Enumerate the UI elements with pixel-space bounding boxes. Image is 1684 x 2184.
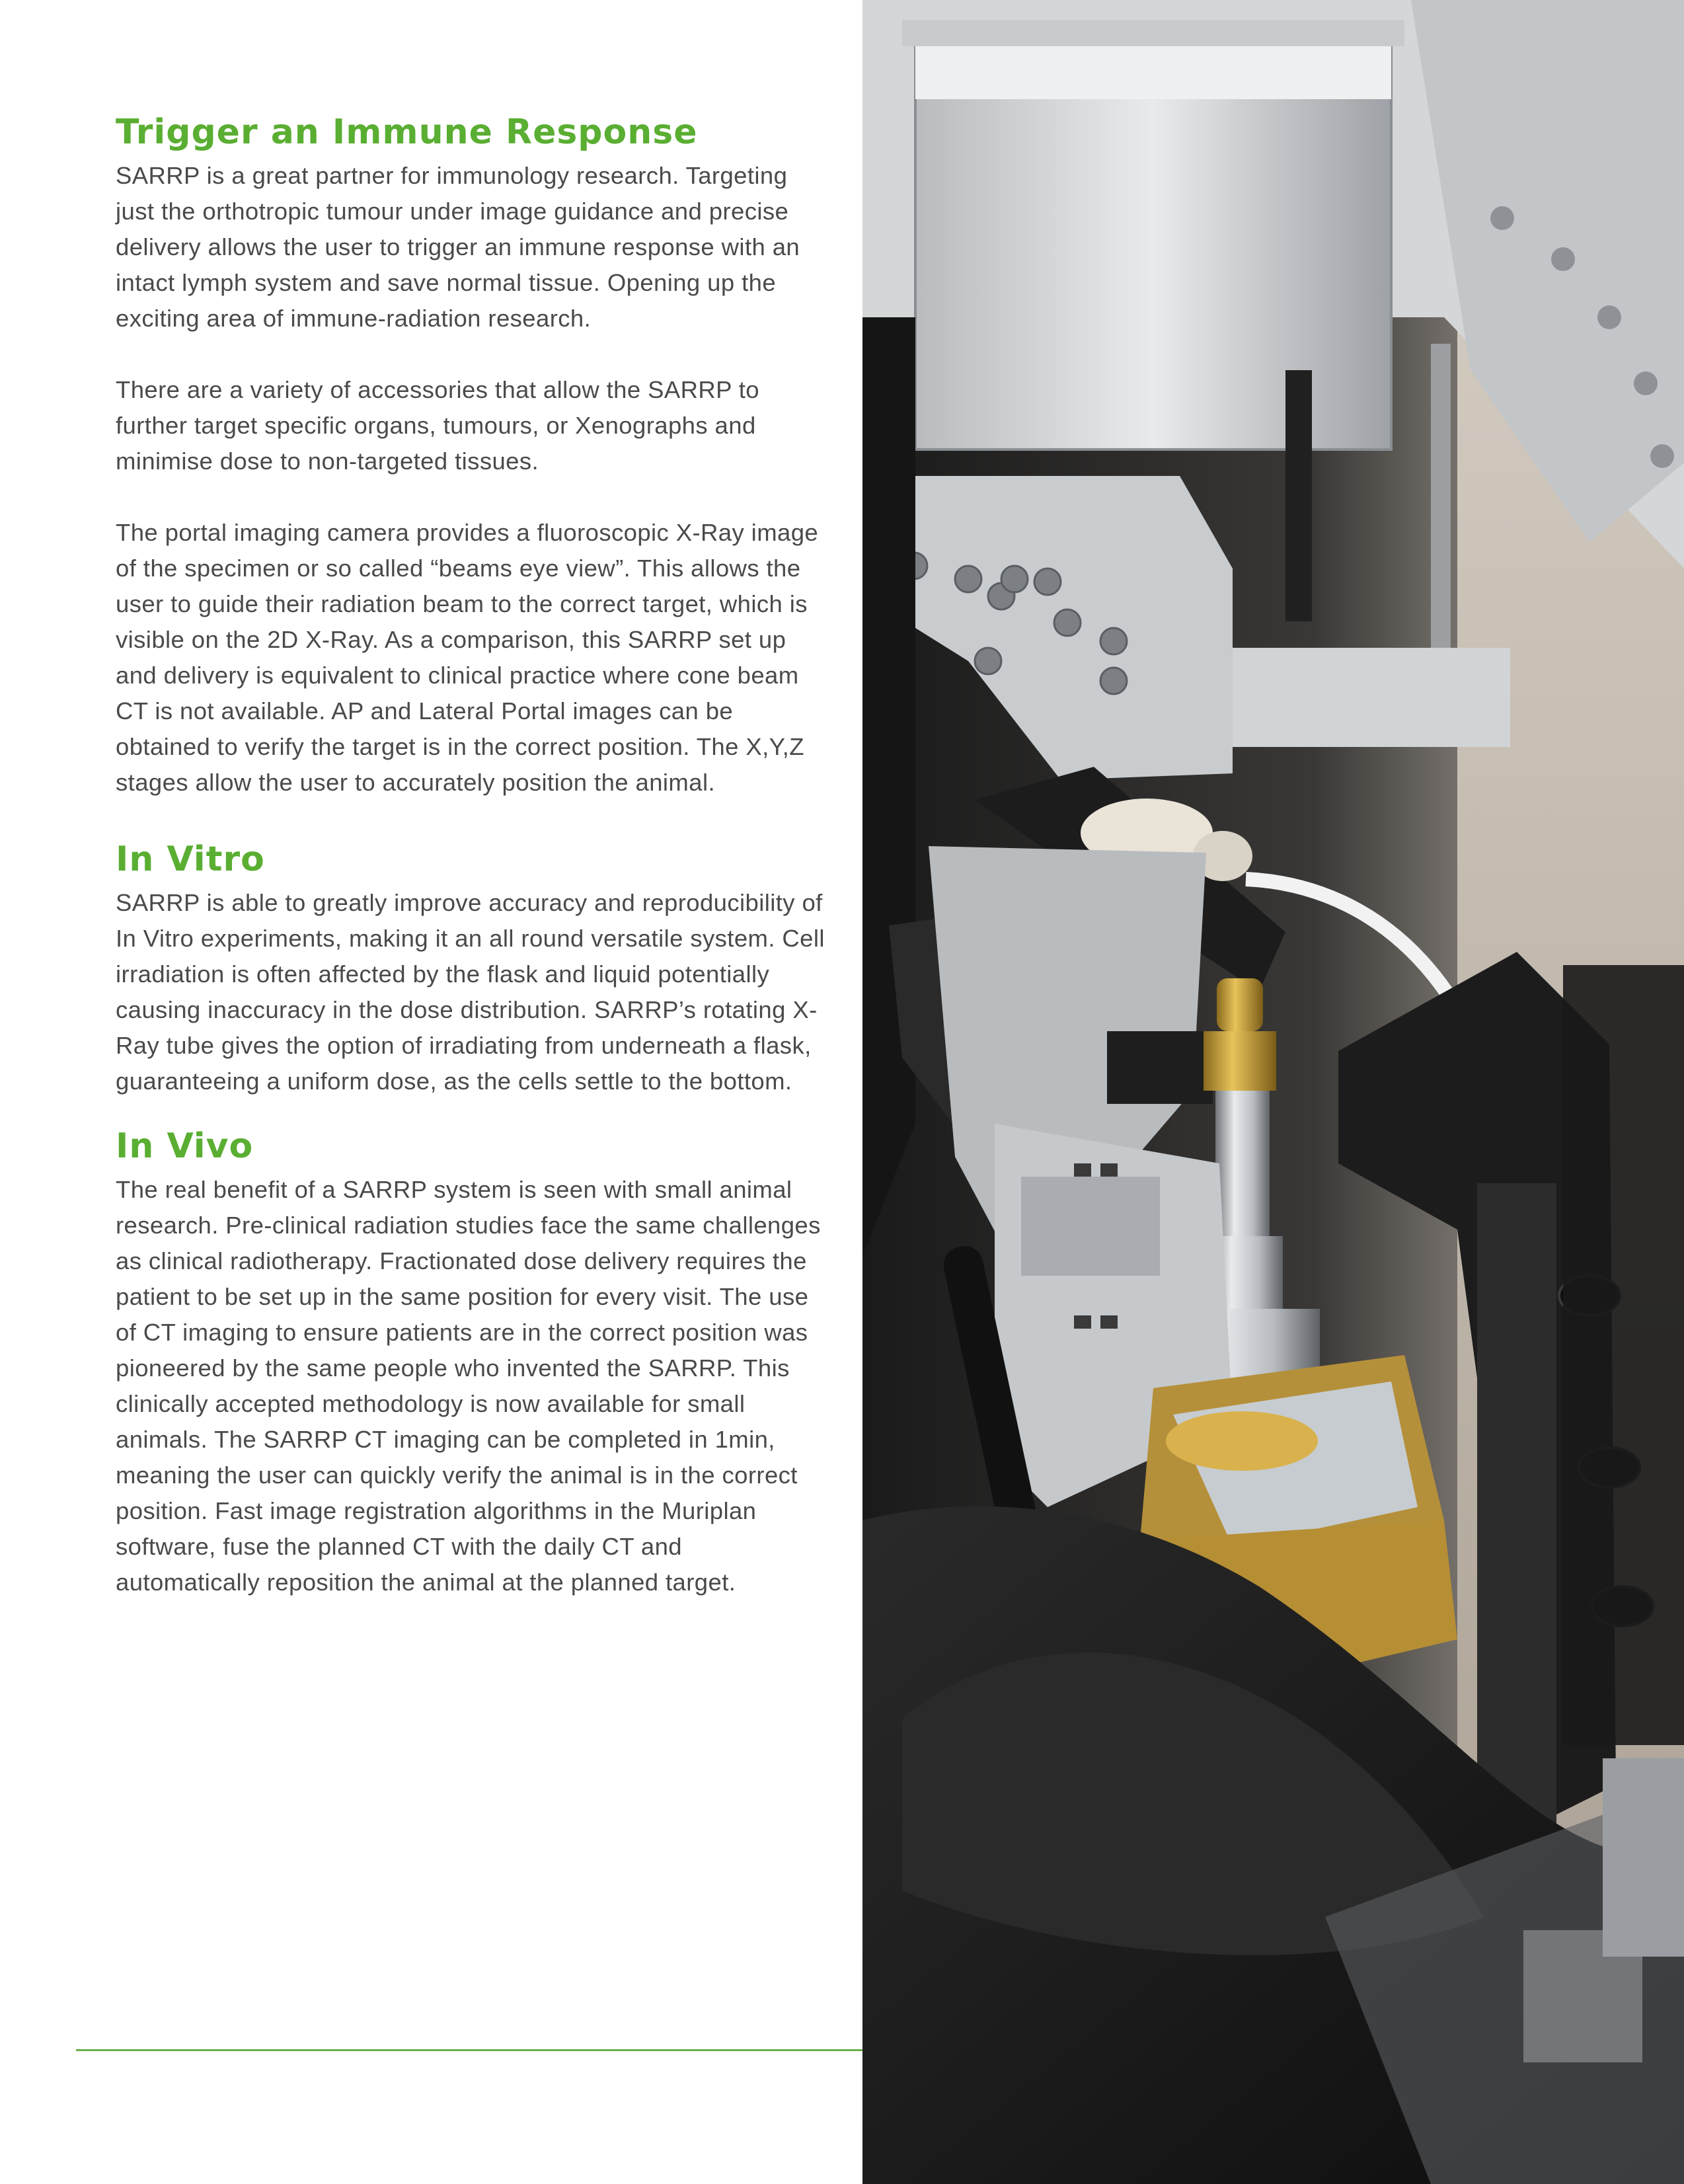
heading-immune-response: Trigger an Immune Response — [116, 112, 698, 152]
footer-divider — [76, 2049, 862, 2051]
sarrp-device-photo — [862, 0, 1684, 2184]
paragraph-accessories: There are a variety of accessories that allow the SARRP to further target specific organs, tumours, or Xenographs and minimise dose to non-targeted tissues. — [116, 376, 759, 475]
section-in-vitro — [116, 836, 829, 1099]
text-column — [116, 109, 829, 1624]
heading-in-vitro: In Vitro — [116, 839, 265, 879]
heading-in-vivo: In Vivo — [116, 1126, 254, 1166]
section-immune-response — [116, 109, 829, 800]
paragraph-in-vivo: The real benefit of a SARRP system is seen with small animal research. Pre-clinical radiation studies face the same challenges as clinical radiotherapy. Fractionated dose delivery requires the patient to be set up in the same position for every visit. The use of CT imaging to ensure patients are in the correct position was pioneered by the same people who invented the SARRP. This clinically accepted methodology is now available for small animals. The SARRP CT imaging can be completed in 1min, meaning the user can quickly verify the animal is in the correct position. Fast image registration algorithms in the Muriplan software, fuse the planned CT with the daily CT and automatically reposition the animal at the planned target. — [116, 1176, 821, 1596]
paragraph-in-vitro: SARRP is able to greatly improve accuracy and reproducibility of In Vitro experiments, making it an all round versatile system. Cell irradiation is often affected by the flask and liquid potentially causing inaccuracy in the dose distribution. SARRP’s rotating X-Ray tube gives the option of irradiating from underneath a flask, guaranteeing a uniform dose, as the cells settle to the bottom. — [116, 889, 825, 1095]
paragraph-portal-imaging: The portal imaging camera provides a fluoroscopic X-Ray image of the specimen or so called “beams eye view”. This allows the user to guide their radiation beam to the correct target, which is visible on the 2D X-Ray. As a comparison, this SARRP set up and delivery is equivalent to clinical practice where cone beam CT is not available. AP and Lateral Portal images can be obtained to verify the target is in the correct position. The X,Y,Z stages allow the user to accurately position the animal. — [116, 519, 819, 796]
section-in-vivo — [116, 1123, 829, 1600]
paragraph-immunology: SARRP is a great partner for immunology research. Targeting just the orthotropic tumour under image guidance and precise delivery allows the user to trigger an immune response with an intact lymph system and save normal tissue. Opening up the exciting area of immune-radiation research. — [116, 162, 800, 332]
